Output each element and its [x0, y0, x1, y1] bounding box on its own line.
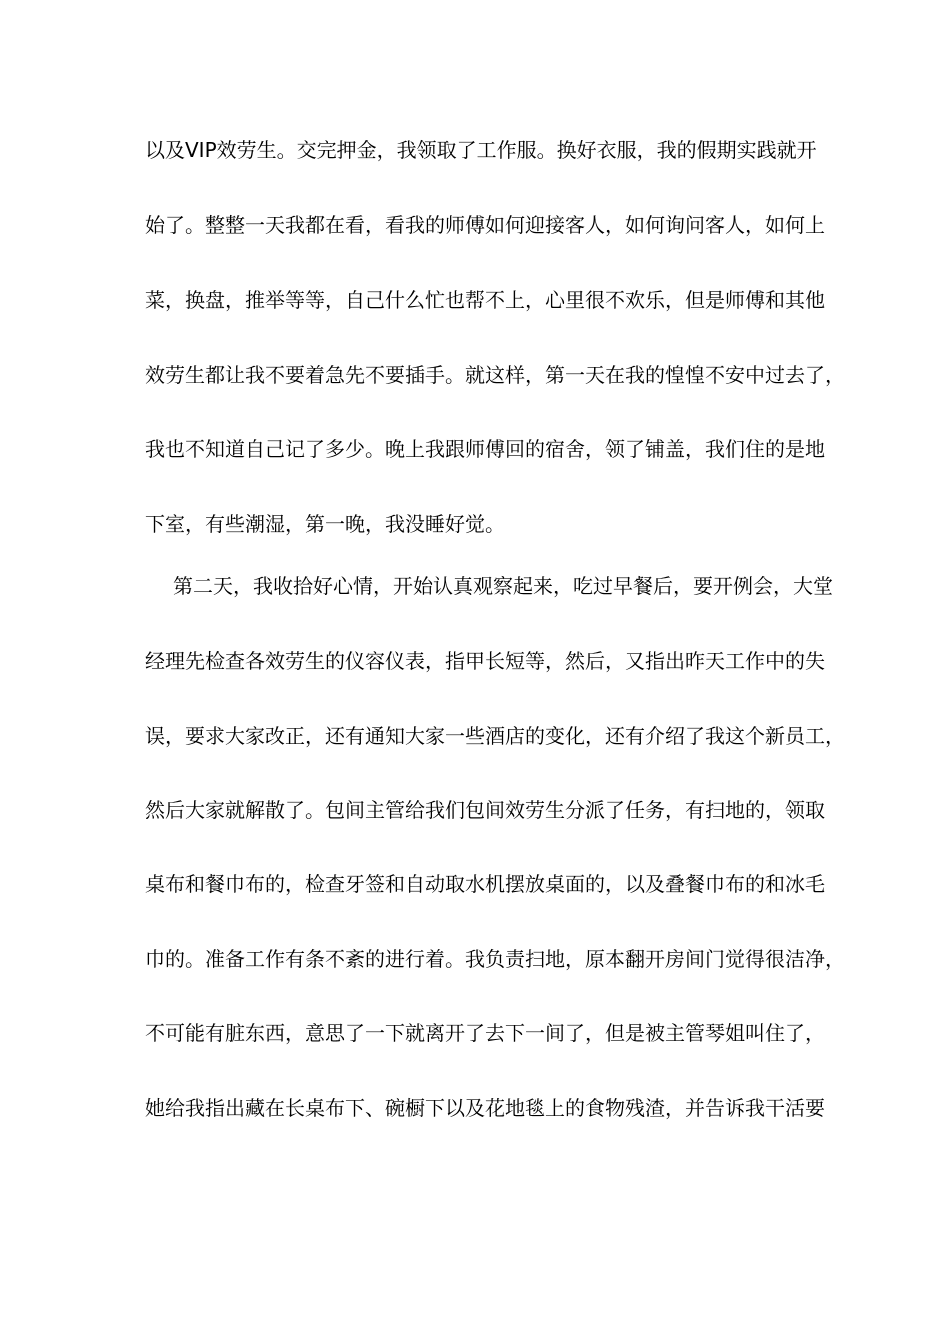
- text-line: 下室，有些潮湿，第一晚，我没睡好觉。: [145, 512, 505, 536]
- text-line: 效劳生都让我不要着急先不要插手。就这样，第一天在我的惶惶不安中过去了，: [145, 363, 845, 387]
- text-line: 她给我指出藏在长桌布下、碗橱下以及花地毯上的食物残渣，并告诉我干活要: [145, 1096, 825, 1120]
- text-line: 经理先检查各效劳生的仪容仪表，指甲长短等，然后，又指出昨天工作中的失: [145, 649, 825, 673]
- text-line: 巾的。准备工作有条不紊的进行着。我负责扫地，原本翻开房间门觉得很洁净，: [145, 947, 845, 971]
- text-line: 误，要求大家改正，还有通知大家一些酒店的变化，还有介绍了我这个新员工，: [145, 724, 845, 748]
- text-line: 不可能有脏东西，意思了一下就离开了去下一间了，但是被主管琴姐叫住了，: [145, 1021, 825, 1045]
- text-line: 我也不知道自己记了多少。晚上我跟师傅回的宿舍，领了铺盖，我们住的是地: [145, 437, 825, 461]
- text-line: 菜，换盘，推举等等，自己什么忙也帮不上，心里很不欢乐，但是师傅和其他: [145, 288, 825, 312]
- paragraph-first-line: 第二天，我收拾好心情，开始认真观察起来，吃过早餐后，要开例会，大堂: [173, 574, 833, 598]
- text-line: 桌布和餐巾布的，检查牙签和自动取水机摆放桌面的，以及叠餐巾布的和冰毛: [145, 872, 825, 896]
- text-line: 然后大家就解散了。包间主管给我们包间效劳生分派了任务，有扫地的，领取: [145, 798, 825, 822]
- text-line: 以及VIP效劳生。交完押金，我领取了工作服。换好衣服，我的假期实践就开: [145, 138, 817, 162]
- text-line: 始了。整整一天我都在看，看我的师傅如何迎接客人，如何询问客人，如何上: [145, 213, 825, 237]
